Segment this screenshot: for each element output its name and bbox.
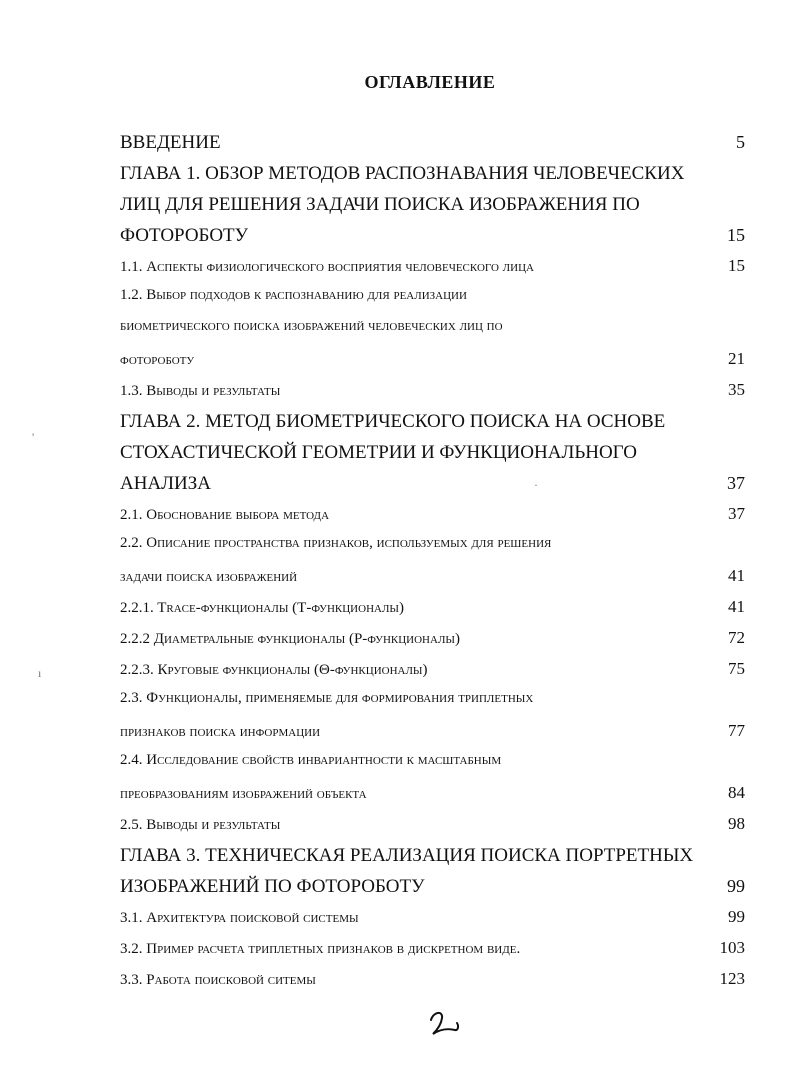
toc-entry-text: ИЗОБРАЖЕНИЙ ПО ФОТОРОБОТУ	[120, 876, 425, 897]
toc-entry-text: 2.2.3. Круговые функционалы (Θ-функционалы)	[120, 662, 428, 678]
toc-entry-text: ЛИЦ ДЛЯ РЕШЕНИЯ ЗАДАЧИ ПОИСКА ИЗОБРАЖЕНИЯ ПО	[120, 194, 640, 215]
toc-entry-page: 35	[728, 380, 745, 399]
toc-entry	[120, 442, 745, 470]
toc-entry	[120, 349, 745, 377]
toc-entry-text: 3.1. Архитектура поисковой системы	[120, 910, 359, 926]
toc-entry	[120, 690, 745, 718]
toc-entry-page: 37	[728, 504, 745, 523]
toc-entry-text: 2.4. Исследование свойств инвариантности к масштабным	[120, 752, 502, 768]
toc-entry-page: 84	[728, 783, 745, 802]
toc-entry-text: фотороботу	[120, 352, 195, 368]
toc-entry	[120, 783, 745, 811]
toc-entry-page: 77	[728, 721, 745, 740]
toc-entry	[120, 721, 745, 749]
toc-entry-text: 1.2. Выбор подходов к распознаванию для реализации	[120, 287, 467, 303]
toc-entry-page: 41	[728, 566, 745, 585]
toc-entry-text: 2.2.1. Trace-функционалы (Т-функционалы)	[120, 600, 405, 616]
toc-entry	[120, 318, 745, 346]
toc-entry-text: 2.2.2 Диаметральные функционалы (Р-функционалы)	[120, 631, 460, 647]
toc-entry	[120, 938, 745, 966]
toc-entry-text: АНАЛИЗА	[120, 473, 212, 494]
scan-mark: ·	[534, 478, 538, 492]
toc-entry-page: 98	[728, 814, 745, 833]
toc-entry	[120, 411, 745, 439]
toc-entry-text: 3.2. Пример расчета триплетных признаков в дискретном виде.	[120, 941, 521, 957]
toc-entry	[120, 194, 745, 222]
toc-entry-text: ГЛАВА 3. ТЕХНИЧЕСКАЯ РЕАЛИЗАЦИЯ ПОИСКА ПОРТРЕТНЫХ	[120, 845, 694, 866]
toc-entry	[120, 814, 745, 842]
toc-entry-text: 3.3. Работа поисковой ситемы	[120, 972, 316, 988]
toc-entry-text: 2.1. Обоснование выбора метода	[120, 507, 330, 523]
toc-entry-text: ФОТОРОБОТУ	[120, 225, 249, 246]
handwritten-page-number-drawing	[425, 1004, 465, 1044]
toc-entry-page: 41	[728, 597, 745, 616]
toc-entry-page: 37	[727, 473, 745, 493]
toc-entry	[120, 628, 745, 656]
toc-entry	[120, 659, 745, 687]
toc-entry-page: 15	[727, 225, 745, 245]
toc-entry	[120, 163, 745, 191]
toc-entry	[120, 876, 745, 904]
toc-entry	[120, 535, 745, 563]
toc-entry-text: ВВЕДЕНИЕ	[120, 132, 221, 153]
toc-entry	[120, 380, 745, 408]
toc-entry	[120, 752, 745, 780]
scan-mark: ı	[38, 666, 42, 680]
toc-entry	[120, 566, 745, 594]
toc-entry-text: 2.5. Выводы и результаты	[120, 817, 281, 833]
toc-entry-text: признаков поиска информации	[120, 724, 321, 740]
handwritten-page-number	[425, 1004, 465, 1044]
scan-mark: '	[32, 430, 35, 444]
toc-entry-text: 2.2. Описание пространства признаков, используемых для решения	[120, 535, 552, 551]
toc-entry-page: 75	[728, 659, 745, 678]
toc-entry-text: СТОХАСТИЧЕСКОЙ ГЕОМЕТРИИ И ФУНКЦИОНАЛЬНОГО	[120, 442, 637, 463]
toc-entry-page: 5	[736, 132, 745, 152]
toc-entry-text: ГЛАВА 1. ОБЗОР МЕТОДОВ РАСПОЗНАВАНИЯ ЧЕЛОВЕЧЕСКИХ	[120, 163, 685, 184]
toc-entry-page: 21	[728, 349, 745, 368]
toc-entry-page: 99	[728, 907, 745, 926]
toc-entry-page: 103	[719, 938, 745, 957]
toc-entry-page: 72	[728, 628, 745, 647]
toc-entry	[120, 504, 745, 532]
toc-entry	[120, 225, 745, 253]
toc-entry	[120, 132, 745, 160]
toc-entry	[120, 969, 745, 997]
toc-entry	[120, 907, 745, 935]
toc-entry	[120, 473, 745, 501]
toc-entry-page: 99	[727, 876, 745, 896]
toc-entry-text: 1.1. Аспекты физиологического восприятия человеческого лица	[120, 259, 534, 275]
page-title: ОГЛАВЛЕНИЕ	[364, 72, 496, 92]
toc-entry-text: преобразованиям изображений объекта	[120, 786, 367, 802]
toc-entry-text: ГЛАВА 2. МЕТОД БИОМЕТРИЧЕСКОГО ПОИСКА НА ОСНОВЕ	[120, 411, 666, 432]
toc-entry	[120, 597, 745, 625]
toc-entry-text: биометрического поиска изображений человеческих лиц по	[120, 318, 503, 334]
toc-entry	[120, 256, 745, 284]
toc-entry	[120, 287, 745, 315]
toc-entry	[120, 845, 745, 873]
toc-entry-text: задачи поиска изображений	[120, 569, 298, 585]
toc-entry-page: 15	[728, 256, 745, 275]
toc-entry-page: 123	[719, 969, 745, 988]
toc-entry-text: 2.3. Функционалы, применяемые для формирования триплетных	[120, 690, 534, 706]
toc-entry-text: 1.3. Выводы и результаты	[120, 383, 281, 399]
